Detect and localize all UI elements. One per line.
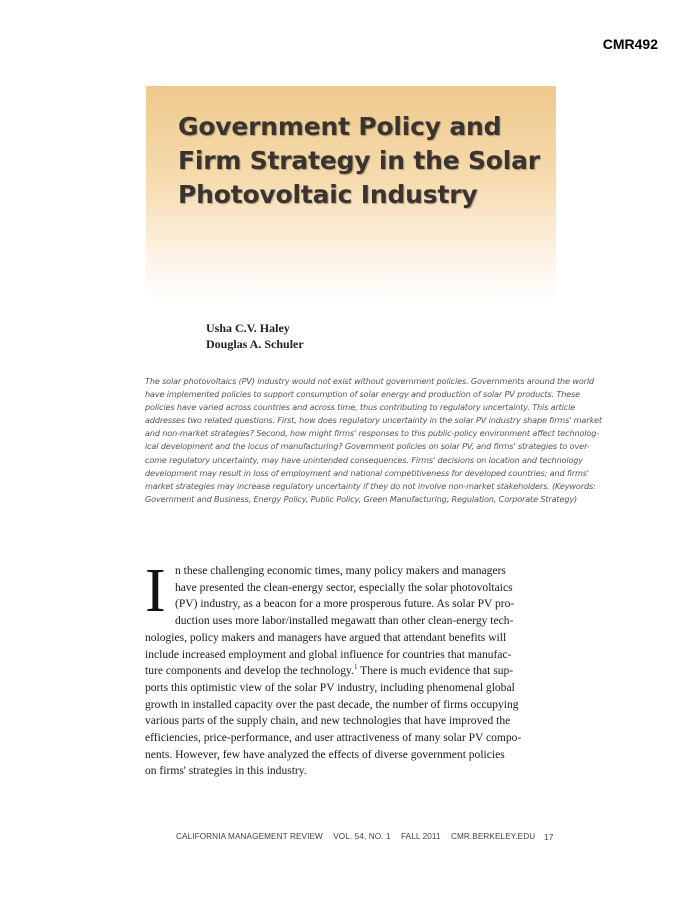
body-line: ture components and develop the technology. bbox=[145, 665, 354, 678]
body-line: on firms' strategies in this industry. bbox=[145, 765, 307, 778]
body-line: ports this optimistic view of the solar PV industry, including phenomenal global bbox=[145, 681, 515, 694]
journal-name: CALIFORNIA MANAGEMENT REVIEW bbox=[176, 832, 323, 841]
body-line: include increased employment and global influence for countries that manufac- bbox=[145, 648, 512, 661]
article-title bbox=[178, 110, 540, 212]
author-list bbox=[206, 320, 304, 352]
abstract-line: come regulatory uncertainty, may have unintended consequences. Firms' decisions on location and technology bbox=[145, 454, 583, 465]
author-name: Usha C.V. Haley bbox=[206, 321, 290, 335]
body-line: nents. However, few have analyzed the effects of diverse government policies bbox=[145, 748, 505, 761]
abstract-line: and non-market strategies? Second, how might firms' responses to this public-policy environment affect technolog- bbox=[145, 428, 599, 439]
abstract-line: The solar photovoltaics (PV) industry would not exist without government policies. Governments around the world bbox=[145, 376, 594, 386]
body-line: have presented the clean-energy sector, especially the solar photovoltaics bbox=[175, 581, 513, 594]
body-text bbox=[145, 563, 559, 780]
abstract-line: policies have varied across countries and across time, thus contributing to regulatory uncertainty. This article bbox=[145, 402, 576, 413]
abstract-line: addresses two related questions. First, how does regulatory uncertainty in the solar PV industry shape firms' market bbox=[145, 415, 602, 426]
body-line: duction uses more labor/installed megawatt than other clean-energy tech- bbox=[175, 615, 514, 628]
title-line: Photovoltaic Industry bbox=[178, 180, 478, 209]
body-line: n these challenging economic times, many policy makers and managers bbox=[175, 565, 506, 577]
title-line: Firm Strategy in the Solar bbox=[178, 146, 540, 175]
abstract bbox=[145, 375, 602, 506]
journal-volume: VOL. 54, NO. 1 bbox=[333, 832, 391, 841]
body-line: (PV) industry, as a beacon for a more prosperous future. As solar PV pro- bbox=[175, 598, 515, 611]
body-line: various parts of the supply chain, and new technologies that have improved the bbox=[145, 715, 511, 728]
body-line: efficiencies, price-performance, and user attractiveness of many solar PV compo- bbox=[145, 732, 522, 745]
page-number: 17 bbox=[544, 832, 554, 842]
body-line: nologies, policy makers and managers have argued that attendant benefits will bbox=[145, 631, 507, 644]
body-line-with-footnote bbox=[145, 663, 559, 680]
author-name: Douglas A. Schuler bbox=[206, 337, 304, 351]
drop-cap-letter: I bbox=[145, 563, 166, 611]
body-line-tail: There is much evidence that sup- bbox=[357, 665, 514, 678]
abstract-line: have implemented policies to support consumption of solar energy and production of solar PV products. These bbox=[145, 389, 580, 400]
journal-site[interactable]: CMR.BERKELEY.EDU bbox=[450, 832, 536, 841]
abstract-line: ical development and the locus of manufacturing? Government policies on solar PV, and firms' strategies to over- bbox=[145, 441, 590, 452]
title-line: Government Policy and bbox=[178, 112, 502, 141]
abstract-line: Government and Business, Energy Policy, Public Policy, Green Manufacturing, Regulation, Corporate Strategy) bbox=[145, 493, 578, 504]
footnote-mark[interactable]: 1 bbox=[353, 663, 358, 672]
abstract-line: market strategies may increase regulatory uncertainty if they do not involve non-market stakeholders. (Keywords: bbox=[145, 480, 596, 491]
journal-season: FALL 2011 bbox=[401, 832, 441, 841]
body-line: growth in installed capacity over the past decade, the number of firms occupying bbox=[145, 698, 519, 711]
document-code: CMR492 bbox=[602, 36, 658, 52]
title-banner bbox=[146, 86, 556, 302]
page-footer bbox=[176, 832, 543, 841]
abstract-line: development may result in loss of employment and national competitiveness for developed countries; and firms' bbox=[145, 467, 589, 478]
